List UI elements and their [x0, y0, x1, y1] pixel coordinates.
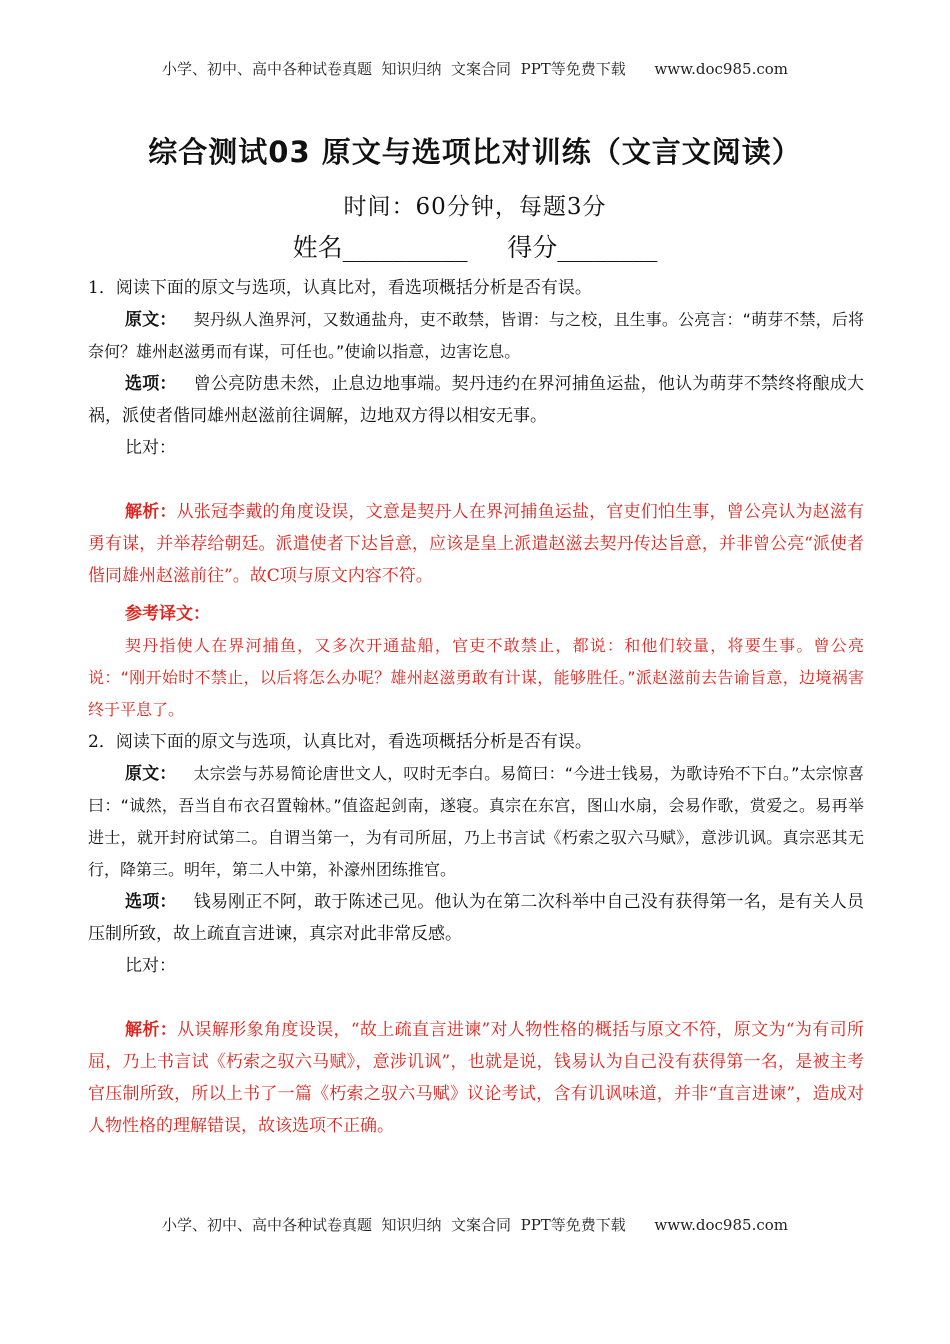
original-text: 契丹纵人渔界河，又数通盐舟，吏不敢禁，皆谓：与之校，且生事。公亮言：“萌芽不禁，后将奈何？雄州赵滋勇而有谋，可任也。”使谕以指意，边害讫息。 — [88, 310, 864, 361]
option-label: 选项： — [125, 892, 177, 912]
question-2-option — [88, 886, 864, 950]
page-footer: 小学、初中、高中各种试卷真题 知识归纳 文案合同 PPT等免费下载 www.doc985.com — [161, 1216, 788, 1234]
original-label: 原文： — [125, 764, 177, 784]
document-body — [88, 272, 864, 1142]
question-1-translation — [88, 630, 864, 726]
time-info: 时间：60分钟，每题3分 — [343, 194, 607, 220]
translation-text: 契丹指使人在界河捕鱼，又多次开通盐船，官吏不敢禁止，都说：和他们较量，将要生事。曾公亮说：“刚开始时不禁止，以后将怎么办呢？雄州赵滋勇敢有计谋，能够胜任。”派赵滋前去告谕旨意，边境祸害终于平息了。 — [88, 636, 864, 719]
translation-label: 参考译文： — [125, 604, 210, 624]
name-score-line: 姓名__________ 得分________ — [292, 233, 658, 262]
original-text: 太宗尝与苏易简论唐世文人，叹时无李白。易简曰：“今进士钱易，为歌诗殆不下白。”太宗惊喜曰：“诚然，吾当自布衣召置翰林。”值盗起剑南，遂寝。真宗在东宫，图山水扇，会易作歌，赏爱之。易再举进士，就开封府试第二。自谓当第一，为有司所屈，乃上书言试《朽索之驭六马赋》，意涉讥讽。真宗恶其无行，降第三。明年，第二人中第，补濠州团练推官。 — [88, 764, 864, 879]
question-2-analysis — [88, 1014, 864, 1142]
question-1-stem: 1．阅读下面的原文与选项，认真比对，看选项概括分析是否有误。 — [88, 278, 592, 298]
option-label: 选项： — [125, 374, 177, 394]
analysis-label: 解析： — [125, 1020, 178, 1040]
option-text: 曾公亮防患未然，止息边地事端。契丹违约在界河捕鱼运盐，他认为萌芽不禁终将酿成大祸，派使者偕同雄州赵滋前往调解，边地双方得以相安无事。 — [88, 374, 865, 426]
option-text: 钱易刚正不阿，敢于陈述己见。他认为在第二次科举中自己没有获得第一名，是有关人员压制所致，故上疏直言进谏，真宗对此非常反感。 — [88, 892, 865, 944]
question-1-compare: 比对： — [125, 438, 176, 458]
question-2-original — [88, 758, 864, 886]
question-1-original — [88, 304, 864, 368]
question-1-option — [88, 368, 864, 432]
analysis-label: 解析： — [125, 502, 177, 522]
page-title: 综合测试03 原文与选项比对训练（文言文阅读） — [148, 135, 802, 169]
question-2-stem: 2．阅读下面的原文与选项，认真比对，看选项概括分析是否有误。 — [88, 732, 592, 752]
analysis-text: 从张冠李戴的角度设误，文意是契丹人在界河捕鱼运盐，官吏们怕生事，曾公亮认为赵滋有勇有谋，并举荐给朝廷。派遣使者下达旨意，应该是皇上派遣赵滋去契丹传达旨意，并非曾公亮“派使者偕同雄州赵滋前往”。故C项与原文内容不符。 — [88, 502, 865, 586]
original-label: 原文： — [125, 310, 177, 330]
question-2-compare: 比对： — [125, 956, 176, 976]
analysis-text: 从误解形象角度设误，“故上疏直言进谏”对人物性格的概括与原文不符，原文为“为有司所屈，乃上书言试《朽索之驭六马赋》，意涉讥讽”，也就是说，钱易认为自己没有获得第一名，是被主考官压制所致，所以上书了一篇《朽索之驭六马赋》议论考试，含有讥讽味道，并非“直言进谏”，造成对人物性格的理解错误，故该选项不正确。 — [88, 1020, 865, 1136]
page-header: 小学、初中、高中各种试卷真题 知识归纳 文案合同 PPT等免费下载 www.doc985.com — [161, 60, 788, 78]
question-1-analysis — [88, 496, 864, 592]
